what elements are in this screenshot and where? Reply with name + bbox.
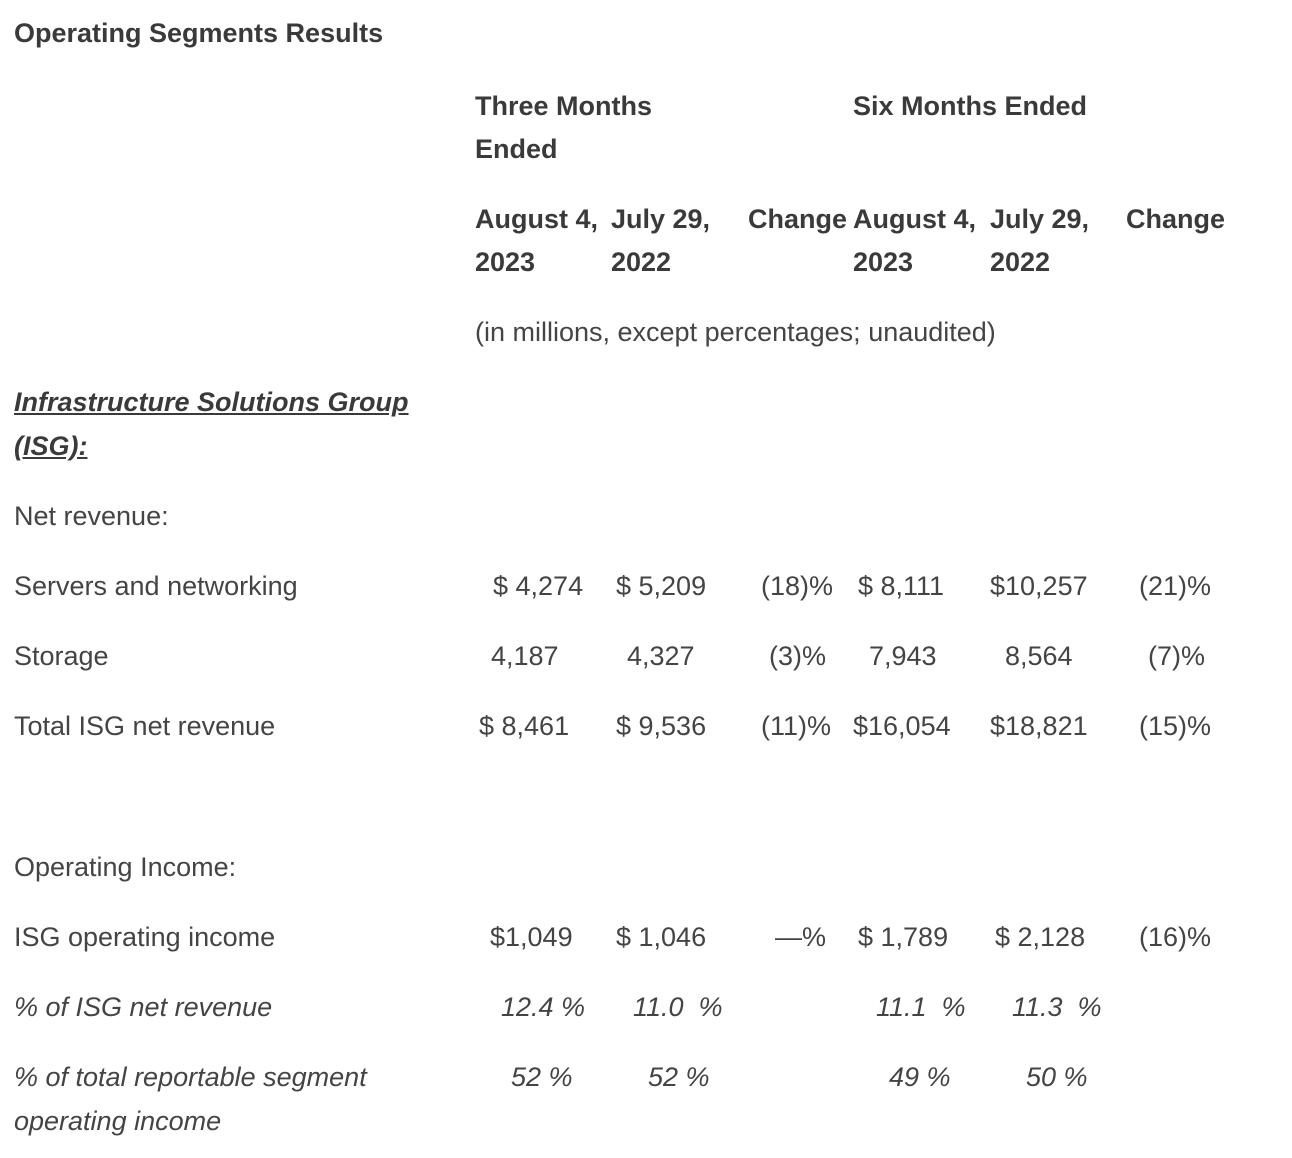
table-cell: 4,327 xyxy=(627,641,695,671)
table-cell: 49 % xyxy=(889,1062,951,1092)
table-cell: 8,564 xyxy=(1005,641,1073,671)
header-col-change-ytd: Change xyxy=(1126,204,1226,234)
table-cell: $ 5,209 xyxy=(616,571,707,601)
table-cell: —% xyxy=(775,922,827,952)
table-cell: 11.3 % xyxy=(1012,992,1102,1022)
header-three-months: Three Months Ended xyxy=(475,91,653,164)
table-cell: $16,054 xyxy=(853,711,951,741)
table-cell: $ 4,274 xyxy=(493,571,584,601)
segment-heading-isg: Infrastructure Solutions Group (ISG): xyxy=(14,387,409,461)
table-cell: 52 % xyxy=(648,1062,710,1092)
table-cell: 11.1 % xyxy=(876,992,966,1022)
header-six-months: Six Months Ended xyxy=(853,91,1088,121)
table-cell: 4,187 xyxy=(491,641,559,671)
label-net-revenue: Net revenue: xyxy=(14,501,169,531)
table-cell: $ 8,461 xyxy=(479,711,570,741)
table-cell: 52 % xyxy=(511,1062,573,1092)
table-cell: 12.4 % xyxy=(501,992,586,1022)
table-cell: (7)% xyxy=(1148,641,1206,671)
table-cell: $ 2,128 xyxy=(995,922,1086,952)
table-cell: $10,257 xyxy=(990,571,1088,601)
header-col-change-q: Change xyxy=(748,204,848,234)
table-cell: 7,943 xyxy=(869,641,937,671)
label-isg-operating-income: ISG operating income xyxy=(14,922,276,952)
header-col-jul-2022-ytd: July 29, 2022 xyxy=(990,204,1090,277)
table-cell: $ 1,789 xyxy=(858,922,949,952)
label-pct-isg-net-revenue: % of ISG net revenue xyxy=(14,992,273,1022)
header-col-aug-2023-q: August 4, 2023 xyxy=(475,204,599,277)
table-cell: $ 1,046 xyxy=(616,922,707,952)
label-pct-total-segment-op-income: % of total reportable segment operating income xyxy=(14,1062,367,1136)
label-total-isg-net-revenue: Total ISG net revenue xyxy=(14,711,276,741)
table-cell: (16)% xyxy=(1139,922,1212,952)
table-cell: (15)% xyxy=(1139,711,1212,741)
table-cell: (11)% xyxy=(761,711,832,741)
table-cell: $ 8,111 xyxy=(858,571,945,601)
table-cell: (18)% xyxy=(761,571,834,601)
table-cell: 11.0 % xyxy=(633,992,723,1022)
units-note: (in millions, except percentages; unaudited) xyxy=(475,317,996,347)
label-storage: Storage xyxy=(14,641,109,671)
table-cell: (3)% xyxy=(769,641,827,671)
page-title: Operating Segments Results xyxy=(14,18,384,48)
table-cell: $18,821 xyxy=(990,711,1088,741)
header-col-aug-2023-ytd: August 4, 2023 xyxy=(853,204,977,277)
table-cell: $1,049 xyxy=(490,922,573,952)
table-cell: 50 % xyxy=(1026,1062,1088,1092)
table-cell: $ 9,536 xyxy=(616,711,707,741)
label-operating-income: Operating Income: xyxy=(14,852,237,882)
label-servers-networking: Servers and networking xyxy=(14,571,298,601)
table-cell: (21)% xyxy=(1139,571,1212,601)
header-col-jul-2022-q: July 29, 2022 xyxy=(611,204,711,277)
